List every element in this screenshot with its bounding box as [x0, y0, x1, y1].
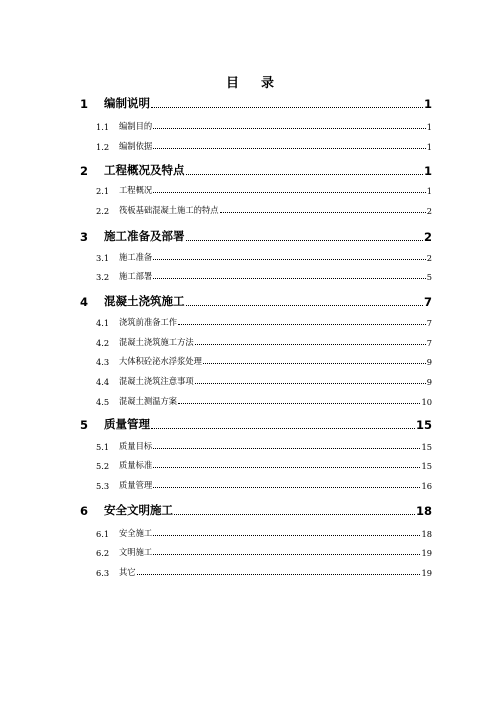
toc-entry-title: 施工部署	[119, 271, 153, 281]
toc-entry-page: 7	[423, 295, 432, 309]
toc-entry-number: 4.5	[96, 397, 110, 407]
toc-title-char-2: 录	[261, 76, 275, 91]
toc-subsection-entry[interactable]	[96, 459, 432, 471]
toc-entry-title: 筏板基础混凝土施工的特点	[119, 205, 219, 215]
toc-entry-title: 文明施工	[119, 547, 153, 557]
toc-subsection-entry[interactable]	[96, 184, 432, 196]
dot-leader	[195, 383, 426, 384]
toc-entry-title: 施工准备及部署	[104, 229, 185, 243]
dot-leader	[203, 363, 426, 364]
toc-entry-number: 6.2	[96, 548, 110, 558]
dot-leader	[153, 487, 420, 488]
toc-entry-title: 混凝土浇筑施工方法	[119, 337, 194, 347]
toc-entry-page: 10	[421, 397, 432, 407]
toc-entry-number: 4.3	[96, 357, 110, 367]
toc-entry-number: 2.1	[96, 186, 110, 196]
toc-subsection-entry[interactable]	[96, 566, 432, 578]
toc-entry-number: 4.2	[96, 338, 110, 348]
toc-entry-title: 安全文明施工	[104, 503, 173, 517]
toc-entry-number: 5.3	[96, 481, 110, 491]
toc-entry-number: 2	[80, 164, 89, 178]
toc-entry-page: 2	[426, 253, 432, 263]
toc-subsection-entry[interactable]	[96, 546, 432, 558]
toc-title-char-1: 目	[225, 76, 239, 91]
toc-section-entry[interactable]	[80, 162, 432, 178]
dot-leader	[220, 212, 426, 213]
dot-leader	[153, 148, 426, 149]
toc-entry-title: 混凝土测温方案	[119, 396, 178, 406]
toc-entry-page: 2	[426, 206, 432, 216]
toc-entry-page: 1	[423, 164, 432, 178]
toc-entry-title: 大体积砼泌水浮浆处理	[119, 356, 202, 366]
toc-subsection-entry[interactable]	[96, 251, 432, 263]
toc-section-entry[interactable]	[80, 95, 432, 111]
dot-leader	[174, 514, 415, 515]
toc-entry-title: 编制目的	[119, 121, 153, 131]
dot-leader	[153, 128, 426, 129]
toc-entry-page: 15	[415, 418, 432, 432]
toc-entry-title: 质量管理	[104, 417, 150, 431]
toc-entry-number: 5	[80, 418, 89, 432]
toc-title	[0, 72, 500, 91]
toc-entry-title: 质量管理	[119, 480, 153, 490]
toc-entry-page: 18	[421, 529, 432, 539]
toc-entry-title: 浇筑前准备工作	[119, 317, 178, 327]
toc-subsection-entry[interactable]	[96, 527, 432, 539]
toc-entry-page: 19	[421, 548, 432, 558]
toc-entry-number: 3.1	[96, 253, 110, 263]
toc-entry-page: 7	[426, 338, 432, 348]
toc-entry-number: 4.4	[96, 377, 110, 387]
toc-subsection-entry[interactable]	[96, 140, 432, 152]
dot-leader	[137, 574, 421, 575]
toc-entry-page: 15	[421, 442, 432, 452]
dot-leader	[178, 324, 426, 325]
toc-subsection-entry[interactable]	[96, 316, 432, 328]
toc-entry-page: 5	[426, 272, 432, 282]
dot-leader	[153, 192, 426, 193]
toc-entry-title: 施工准备	[119, 252, 153, 262]
toc-subsection-entry[interactable]	[96, 120, 432, 132]
toc-entry-page: 7	[426, 318, 432, 328]
dot-leader	[153, 448, 420, 449]
toc-entry-title: 编制依据	[119, 141, 153, 151]
toc-entry-page: 1	[423, 97, 432, 111]
toc-entry-title: 安全施工	[119, 528, 153, 538]
toc-entry-page: 9	[426, 357, 432, 367]
dot-leader	[151, 107, 423, 108]
toc-subsection-entry[interactable]	[96, 336, 432, 348]
toc-entry-page: 16	[421, 481, 432, 491]
dot-leader	[186, 174, 423, 175]
toc-section-entry[interactable]	[80, 416, 432, 432]
toc-subsection-entry[interactable]	[96, 204, 432, 216]
toc-subsection-entry[interactable]	[96, 270, 432, 282]
toc-entry-number: 1.2	[96, 142, 110, 152]
toc-section-entry[interactable]	[80, 228, 432, 244]
toc-entry-title: 质量目标	[119, 441, 153, 451]
toc-entry-title: 质量标准	[119, 460, 153, 470]
dot-leader	[151, 428, 415, 429]
toc-entry-number: 1.1	[96, 122, 110, 132]
dot-leader	[153, 278, 426, 279]
toc-subsection-entry[interactable]	[96, 355, 432, 367]
toc-entry-page: 19	[421, 568, 432, 578]
toc-entry-page: 9	[426, 377, 432, 387]
toc-entry-page: 18	[415, 504, 432, 518]
toc-entry-page: 1	[426, 122, 432, 132]
toc-subsection-entry[interactable]	[96, 375, 432, 387]
toc-entry-number: 3.2	[96, 272, 110, 282]
toc-entry-number: 2.2	[96, 206, 110, 216]
toc-entry-number: 6.3	[96, 568, 110, 578]
dot-leader	[153, 467, 420, 468]
toc-entry-page: 1	[426, 186, 432, 196]
dot-leader	[153, 535, 420, 536]
toc-entry-title: 其它	[119, 567, 136, 577]
toc-section-entry[interactable]	[80, 293, 432, 309]
toc-entry-number: 4.1	[96, 318, 110, 328]
toc-entry-number: 1	[80, 97, 89, 111]
toc-entry-number: 5.1	[96, 442, 110, 452]
toc-section-entry[interactable]	[80, 502, 432, 518]
toc-subsection-entry[interactable]	[96, 440, 432, 452]
dot-leader	[153, 259, 426, 260]
toc-entry-page: 2	[423, 230, 432, 244]
dot-leader	[186, 305, 423, 306]
toc-entry-title: 混凝土浇筑施工	[104, 294, 185, 308]
toc-entry-number: 6	[80, 504, 89, 518]
dot-leader	[153, 554, 420, 555]
toc-entry-title: 工程概况及特点	[104, 163, 185, 177]
toc-entry-title: 工程概况	[119, 185, 153, 195]
toc-entry-number: 6.1	[96, 529, 110, 539]
toc-entry-page: 1	[426, 142, 432, 152]
dot-leader	[186, 240, 423, 241]
toc-entry-title: 编制说明	[104, 96, 150, 110]
dot-leader	[195, 344, 426, 345]
toc-entry-number: 5.2	[96, 461, 110, 471]
toc-entry-page: 15	[421, 461, 432, 471]
toc-subsection-entry[interactable]	[96, 395, 432, 407]
toc-entry-title: 混凝土浇筑注意事项	[119, 376, 194, 386]
dot-leader	[178, 403, 420, 404]
toc-subsection-entry[interactable]	[96, 479, 432, 491]
toc-entry-number: 4	[80, 295, 89, 309]
toc-entry-number: 3	[80, 230, 89, 244]
